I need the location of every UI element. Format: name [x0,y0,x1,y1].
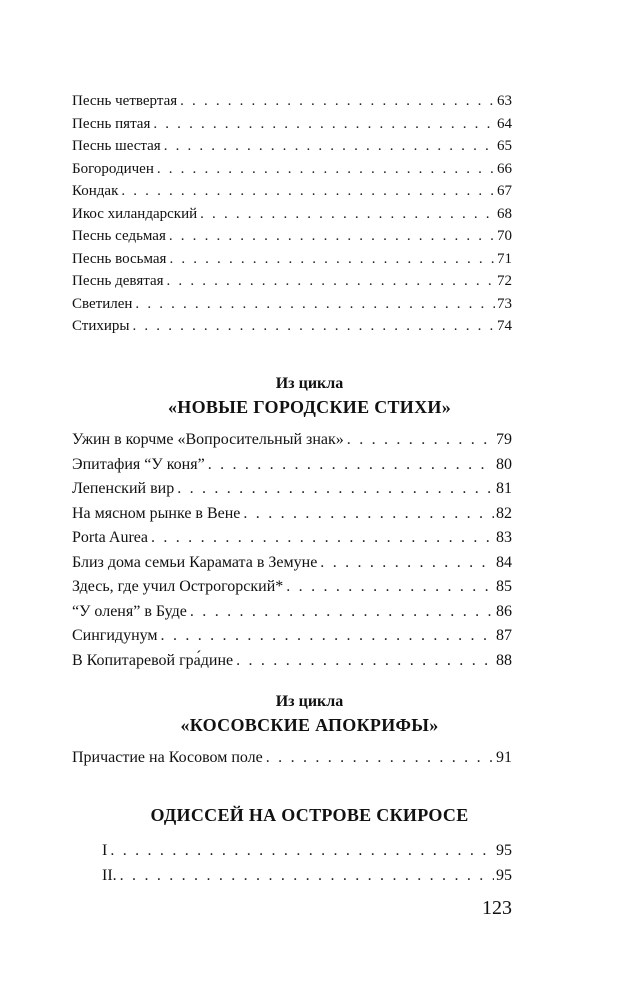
page-number: 123 [482,897,512,919]
dot-leader [169,248,495,271]
toc-entry-title: Здесь, где учил Острогорский* [72,578,284,595]
section-4-heading: ОДИССЕЙ НА ОСТРОВЕ СКИРОСЕ [150,805,469,825]
toc-entry-page: 80 [496,455,512,473]
dot-leader [161,624,494,649]
dot-leader [157,158,495,181]
toc-entry-page: 74 [497,318,512,334]
toc-entry-title: Богородичен [72,160,154,177]
toc-entry [72,113,512,136]
toc-entry [72,746,512,771]
toc-entry-page: 71 [497,250,512,267]
toc-entry-title: Сингидунум [72,627,158,644]
toc-entry-page: 81 [496,480,512,497]
toc-entry-title: Песнь девятая [72,273,164,289]
toc-entry-page: 95 [496,842,512,859]
toc-entry-title: Близ дома семьи Карамата в Земуне [72,553,318,571]
toc-entry [72,428,512,453]
toc-entry-page: 88 [496,651,512,669]
dot-leader [167,270,495,293]
toc-entry-page: 70 [497,228,512,244]
toc-entry-title: Светилен [72,295,133,312]
toc-entry-title: На мясном рынке в Вене [72,504,241,522]
dot-leader [208,453,494,478]
toc-entry [72,90,512,113]
section-3-heading-line2: «КОСОВСКИЕ АПОКРИФЫ» [180,715,439,735]
toc-entry-page: 87 [496,627,512,644]
section-2-heading-line2: «НОВЫЕ ГОРОДСКИЕ СТИХИ» [167,397,452,417]
toc-entry-title: В Копитаревой гра́дине [72,651,234,669]
toc-entry-title: Песнь пятая [72,115,151,132]
toc-entry-title: Кондак [72,183,119,199]
dot-leader [121,180,495,203]
toc-entry-page: 95 [496,866,512,884]
dot-leader [266,746,494,771]
toc-section-1 [72,90,512,338]
toc-entry [102,839,512,864]
dot-leader [286,575,494,600]
toc-entry-title: “У оленя” в Буде [72,602,187,620]
toc-entry [72,624,512,649]
toc-entry-title: Песнь шестая [72,138,161,154]
dot-leader [180,90,495,113]
dot-leader [190,600,494,625]
toc-entry-title: Причастие на Косовом поле [72,749,263,766]
toc-entry-page: 63 [497,93,512,109]
toc-entry [72,649,512,674]
toc-entry [72,502,512,527]
dot-leader [347,428,494,453]
toc-entry [72,270,512,293]
dot-leader [151,526,494,551]
section-3-heading-line1: Из цикла [275,693,344,710]
toc-entry-page: 64 [497,115,512,132]
toc-entry-page: 86 [496,602,512,620]
toc-section-4 [102,839,512,888]
toc-entry [72,158,512,181]
toc-entry-title: Песнь седьмая [72,228,166,244]
toc-entry-page: 83 [496,529,512,546]
toc-entry-title: Песнь четвертая [72,93,178,109]
dot-leader [135,293,495,316]
dot-leader [153,113,495,136]
toc-entry-page: 82 [496,504,512,522]
toc-entry-title: Икос хиландарский [72,205,198,222]
toc-entry [72,575,512,600]
toc-entry-page: 84 [496,553,512,571]
toc-entry-title: Песнь восьмая [72,250,167,267]
toc-entry [72,600,512,625]
dot-leader [110,839,494,864]
toc-section-2 [72,428,512,673]
toc-entry-title: Эпитафия “У коня” [72,455,205,473]
toc-entry [72,135,512,158]
dot-leader [164,135,495,158]
dot-leader [200,203,495,226]
dot-leader [243,502,494,527]
toc-entry [72,315,512,338]
toc-entry-page: 91 [496,749,512,766]
toc-entry-page: 72 [497,273,512,289]
toc-entry-title: I [102,842,108,859]
dot-leader [133,315,496,338]
toc-entry-page: 67 [497,183,512,199]
toc-entry-title: Porta Aurea [72,529,148,546]
dot-leader [120,864,494,889]
toc-entry-title: II. [102,866,117,884]
toc-entry [72,225,512,248]
toc-entry [72,203,512,226]
toc-entry-title: Ужин в корчме «Вопросительный знак» [72,431,344,448]
dot-leader [169,225,495,248]
toc-entry-page: 79 [496,431,512,448]
dot-leader [320,551,494,576]
toc-entry [72,453,512,478]
dot-leader [236,649,494,674]
toc-entry [72,526,512,551]
toc-entry-page: 65 [497,138,512,154]
toc-entry-page: 73 [497,295,512,312]
toc-entry [72,248,512,271]
toc-entry [72,293,512,316]
toc-entry [72,180,512,203]
toc-entry-page: 66 [497,160,512,177]
toc-section-3 [72,746,512,771]
toc-entry-title: Лепенский вир [72,480,175,497]
dot-leader [177,477,494,502]
toc-entry [102,864,512,889]
toc-entry-page: 68 [497,205,512,222]
toc-entry-title: Стихиры [72,318,130,334]
toc-entry-page: 85 [496,578,512,595]
toc-entry [72,551,512,576]
toc-entry [72,477,512,502]
section-2-heading-line1: Из цикла [275,375,344,392]
